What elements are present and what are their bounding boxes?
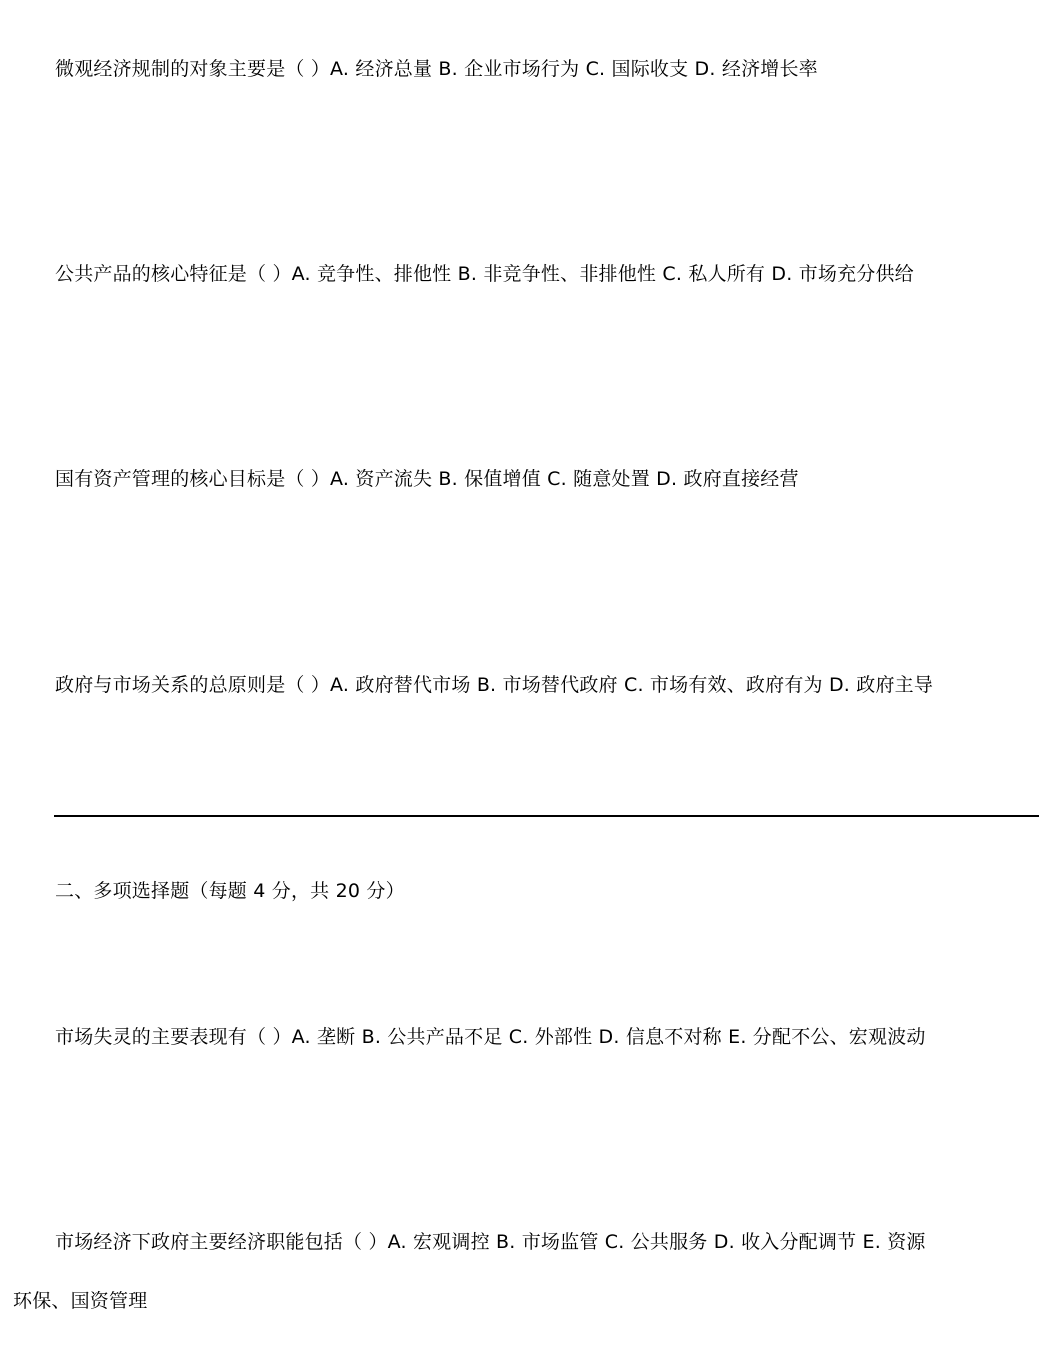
question-text: 国有资产管理的核心目标是（ ）A. 资产流失 B. 保值增值 C. 随意处置 D. 政府直接经营 [55, 468, 799, 490]
question-text: 公共产品的核心特征是（ ）A. 竞争性、排他性 B. 非竞争性、非排他性 C. 私人所有 D. 市场充分供给 [55, 263, 914, 285]
multi-question-text: 市场经济下政府主要经济职能包括（ ）A. 宏观调控 B. 市场监管 C. 公共服务 D. 收入分配调节 E. 资源 [55, 1231, 926, 1253]
multi-question-text: 市场失灵的主要表现有（ ）A. 垄断 B. 公共产品不足 C. 外部性 D. 信息不对称 E. 分配不公、宏观波动 [55, 1026, 926, 1048]
question-text: 政府与市场关系的总原则是（ ）A. 政府替代市场 B. 市场替代政府 C. 市场有效、政府有为 D. 政府主导 [55, 674, 934, 696]
horizontal-divider [54, 815, 1039, 817]
question-text: 微观经济规制的对象主要是（ ）A. 经济总量 B. 企业市场行为 C. 国际收支 D. 经济增长率 [55, 58, 818, 80]
section-heading: 二、多项选择题（每题 4 分，共 20 分） [55, 880, 405, 902]
multi-question-continuation: 环保、国资管理 [13, 1290, 148, 1312]
